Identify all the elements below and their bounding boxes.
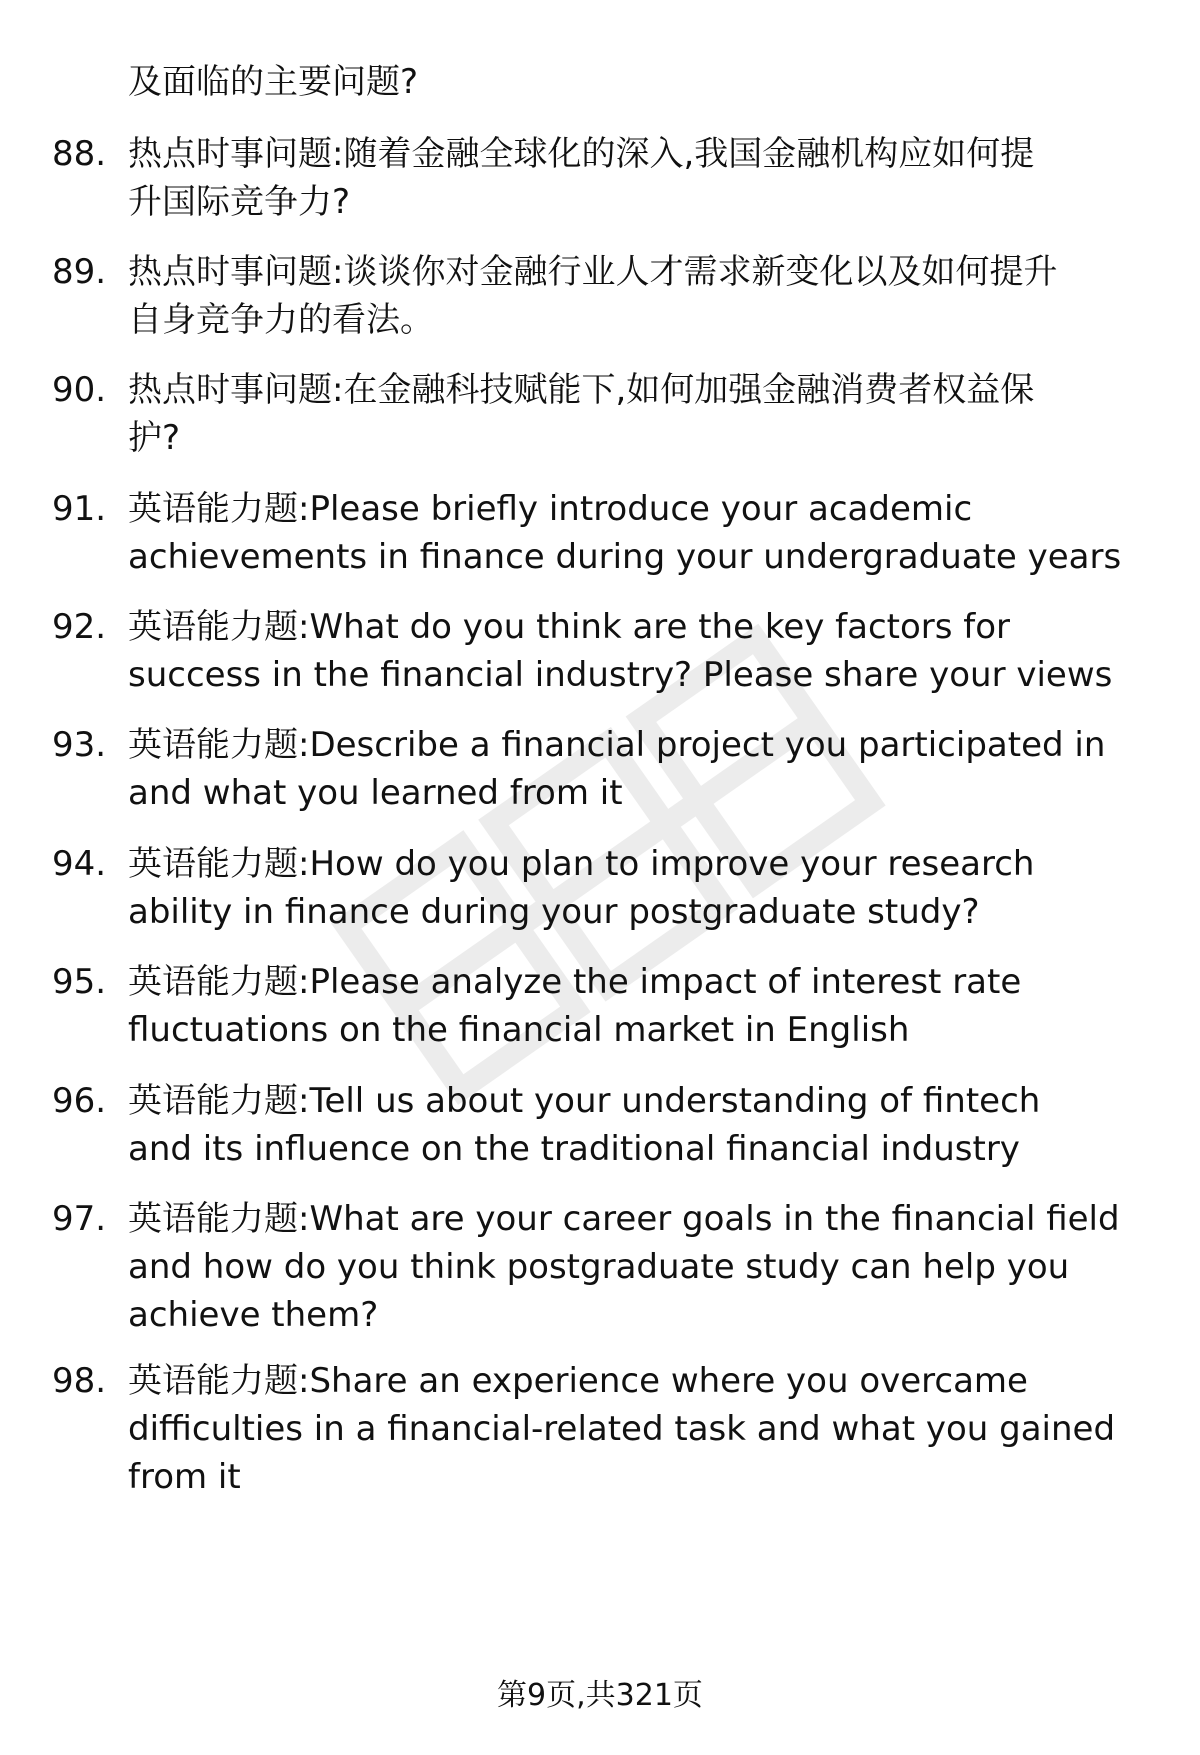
question-text: 英语能力题:Please analyze the impact of interest rate fluctuations on the financial market in English (128, 962, 1022, 1050)
continued-question-text: 及面临的主要问题? (128, 62, 419, 102)
question-text: 热点时事问题:谈谈你对金融行业人才需求新变化以及如何提升 自身竞争力的看法。 (128, 252, 1058, 340)
question-text: 英语能力题:Tell us about your understanding of fintech and its influence on the traditional financial industry (128, 1081, 1041, 1169)
question-number: 89. (52, 252, 107, 292)
question-text: 热点时事问题:在金融科技赋能下,如何加强金融消费者权益保 护? (128, 370, 1035, 458)
question-number: 96. (52, 1081, 107, 1121)
question-text: 英语能力题:What are your career goals in the financial field and how do you think postgraduate study can help you achieve them? (128, 1199, 1120, 1335)
question-text: 英语能力题:What do you think are the key factors for success in the financial industry? Please share your views (128, 607, 1113, 695)
question-text: 英语能力题:Share an experience where you overcame difficulties in a financial-related task and what you gained from it (128, 1361, 1116, 1497)
question-number: 90. (52, 370, 107, 410)
question-number: 97. (52, 1199, 107, 1239)
question-text: 英语能力题:Please briefly introduce your academic achievements in finance during your undergraduate years (128, 489, 1122, 577)
question-text: 英语能力题:How do you plan to improve your research ability in finance during your postgraduate study? (128, 844, 1035, 932)
question-number: 92. (52, 607, 107, 647)
question-number: 98. (52, 1361, 107, 1401)
question-number: 91. (52, 489, 107, 529)
page-footer: 第9页,共321页 (497, 1678, 703, 1713)
question-number: 95. (52, 962, 107, 1002)
question-number: 88. (52, 134, 107, 174)
question-text: 英语能力题:Describe a financial project you participated in and what you learned from it (128, 725, 1106, 813)
question-text: 热点时事问题:随着金融全球化的深入,我国金融机构应如何提 升国际竞争力? (128, 134, 1035, 222)
question-number: 93. (52, 725, 107, 765)
question-number: 94. (52, 844, 107, 884)
